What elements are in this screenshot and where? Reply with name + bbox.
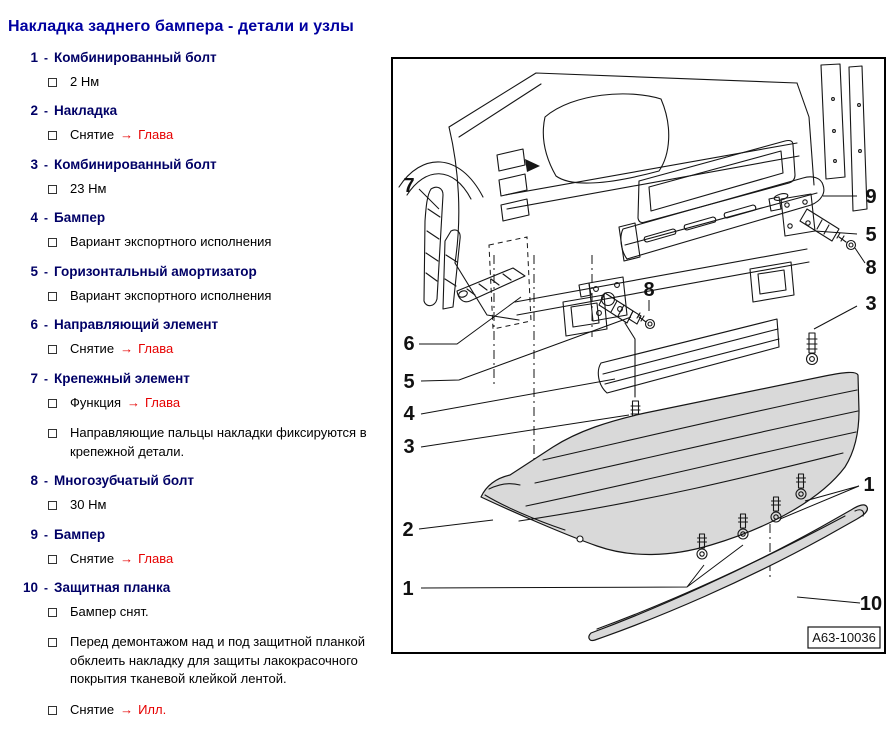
callout-8-right: 8 xyxy=(865,257,877,279)
part-number: 3 xyxy=(30,156,38,172)
part-4-bumper xyxy=(598,319,779,393)
arrow-icon: → xyxy=(127,394,140,410)
part-item-header xyxy=(16,210,382,225)
callout-9: 9 xyxy=(865,186,877,208)
part-note xyxy=(16,633,382,688)
part-number: 6 xyxy=(30,317,38,333)
part-item-header xyxy=(16,50,382,65)
chapter-link[interactable]: → Глава xyxy=(127,394,181,410)
separator: - xyxy=(44,371,48,386)
square-bullet-icon xyxy=(48,185,57,194)
note-text: Функция xyxy=(70,394,121,410)
callout-4: 4 xyxy=(403,403,415,425)
part-note xyxy=(16,701,382,719)
separator: - xyxy=(44,51,48,65)
list-item xyxy=(16,473,382,514)
note-text: Снятие xyxy=(70,341,115,357)
arrow-icon: → xyxy=(120,701,134,717)
part-name: Горизонтальный амортизатор xyxy=(54,263,257,279)
part-number: 1 xyxy=(30,50,38,65)
part-name: Направляющий элемент xyxy=(54,317,219,333)
callout-1-left: 1 xyxy=(402,578,414,600)
part-name: Комбинированный болт xyxy=(54,156,217,172)
part-2-bumper-cover xyxy=(481,372,859,554)
square-bullet-icon xyxy=(48,429,57,438)
square-bullet-icon xyxy=(48,131,57,140)
part-number: 7 xyxy=(30,370,38,386)
part-number: 4 xyxy=(30,210,38,226)
part-item-header xyxy=(16,473,382,488)
callout-6: 6 xyxy=(403,333,415,355)
part-item-header xyxy=(16,264,382,279)
part-name: Многозубчатый болт xyxy=(54,473,195,489)
list-item xyxy=(16,103,382,144)
separator: - xyxy=(44,527,48,542)
square-bullet-icon xyxy=(48,608,57,617)
part-name: Комбинированный болт xyxy=(54,50,217,65)
separator: - xyxy=(44,474,48,489)
part-note xyxy=(16,233,382,251)
callout-3-left: 3 xyxy=(403,436,415,458)
separator: - xyxy=(44,264,48,279)
part-number: 2 xyxy=(30,103,38,119)
part-number: 9 xyxy=(30,526,38,542)
exploded-view-figure xyxy=(391,57,886,654)
callout-7: 7 xyxy=(403,175,415,197)
chapter-link[interactable]: → Глава xyxy=(120,341,174,357)
part-number: 10 xyxy=(22,579,38,595)
part-item-header xyxy=(16,317,382,332)
note-text: Бампер снят. xyxy=(70,603,149,619)
page-title: Накладка заднего бампера - детали и узлы xyxy=(8,18,354,35)
square-bullet-icon xyxy=(48,238,57,247)
arrow-icon: → xyxy=(120,341,134,357)
note-text: 23 Нм xyxy=(70,180,107,196)
part-8-bolt-right xyxy=(837,233,856,250)
square-bullet-icon xyxy=(48,555,57,564)
callout-5-right: 5 xyxy=(865,224,877,246)
figure-id-label xyxy=(808,627,880,648)
list-item xyxy=(16,580,382,719)
note-text: 30 Нм xyxy=(70,497,107,513)
note-text: Направляющие пальцы накладки фиксируются в крепежной детали. xyxy=(70,425,367,459)
part-name: Крепежный элемент xyxy=(54,370,190,386)
callout-10: 10 xyxy=(859,593,883,615)
square-bullet-icon xyxy=(48,501,57,510)
part-item-header xyxy=(16,157,382,172)
part-number: 8 xyxy=(30,473,38,489)
chapter-link[interactable]: → Глава xyxy=(120,127,174,143)
chapter-link[interactable]: → Глава xyxy=(120,550,174,566)
list-item xyxy=(16,210,382,251)
part-name: Накладка xyxy=(54,103,118,119)
figure-id: A63-10036 xyxy=(812,630,876,645)
callout-3-right: 3 xyxy=(865,293,877,315)
part-5-shock-absorber-center xyxy=(579,277,641,324)
note-text: 2 Нм xyxy=(70,74,100,89)
part-item-header xyxy=(16,103,382,118)
part-7-fastening-element xyxy=(424,187,460,309)
list-item xyxy=(16,317,382,358)
callout-2: 2 xyxy=(402,519,414,541)
list-item xyxy=(16,50,382,91)
square-bullet-icon xyxy=(48,78,57,87)
list-item xyxy=(16,264,382,305)
arrow-icon: → xyxy=(120,127,134,143)
square-bullet-icon xyxy=(48,399,57,408)
body-marker-arrow-icon xyxy=(525,159,540,172)
separator: - xyxy=(44,318,48,333)
part-name: Бампер xyxy=(54,210,106,226)
part-item-header xyxy=(16,580,382,595)
list-item xyxy=(16,157,382,198)
part-name: Бампер xyxy=(54,526,106,542)
part-note xyxy=(16,394,382,412)
illustration-link[interactable]: → Илл. xyxy=(120,701,167,717)
arrow-icon: → xyxy=(120,550,134,566)
part-note xyxy=(16,550,382,568)
part-number: 5 xyxy=(30,263,38,279)
part-item-header xyxy=(16,371,382,386)
part-name: Защитная планка xyxy=(54,579,171,595)
separator: - xyxy=(44,211,48,226)
separator: - xyxy=(44,157,48,172)
part-note xyxy=(16,180,382,198)
square-bullet-icon xyxy=(48,345,57,354)
list-item xyxy=(16,527,382,568)
callout-8-center: 8 xyxy=(643,279,655,301)
note-text: Вариант экспортного исполнения xyxy=(70,234,272,250)
note-text: Снятие xyxy=(70,550,115,566)
part-5-shock-absorber-right xyxy=(769,194,839,241)
square-bullet-icon xyxy=(48,292,57,301)
note-text: Перед демонтажом над и под защитной планкой обклеить накладку для защиты лакокрасочного покрытия тканевой клейкой лентой. xyxy=(70,634,366,687)
square-bullet-icon xyxy=(48,638,57,647)
parts-list xyxy=(16,50,382,731)
list-item xyxy=(16,371,382,461)
part-6-guide-element xyxy=(457,268,525,302)
part-note xyxy=(16,340,382,358)
note-text: Вариант экспортного исполнения xyxy=(70,287,272,303)
part-item-header xyxy=(16,527,382,542)
part-3-bolt-right xyxy=(807,333,818,365)
exploded-diagram xyxy=(393,59,884,652)
note-text: Снятие xyxy=(70,701,115,717)
callout-1-right: 1 xyxy=(863,474,875,496)
part-note xyxy=(16,73,382,91)
part-note xyxy=(16,287,382,305)
callout-5-left: 5 xyxy=(403,371,415,393)
note-text: Снятие xyxy=(70,127,115,143)
part-note xyxy=(16,603,382,621)
separator: - xyxy=(44,580,48,595)
square-bullet-icon xyxy=(48,706,57,715)
part-note xyxy=(16,126,382,144)
part-note xyxy=(16,424,382,461)
part-note xyxy=(16,496,382,514)
separator: - xyxy=(44,104,48,119)
